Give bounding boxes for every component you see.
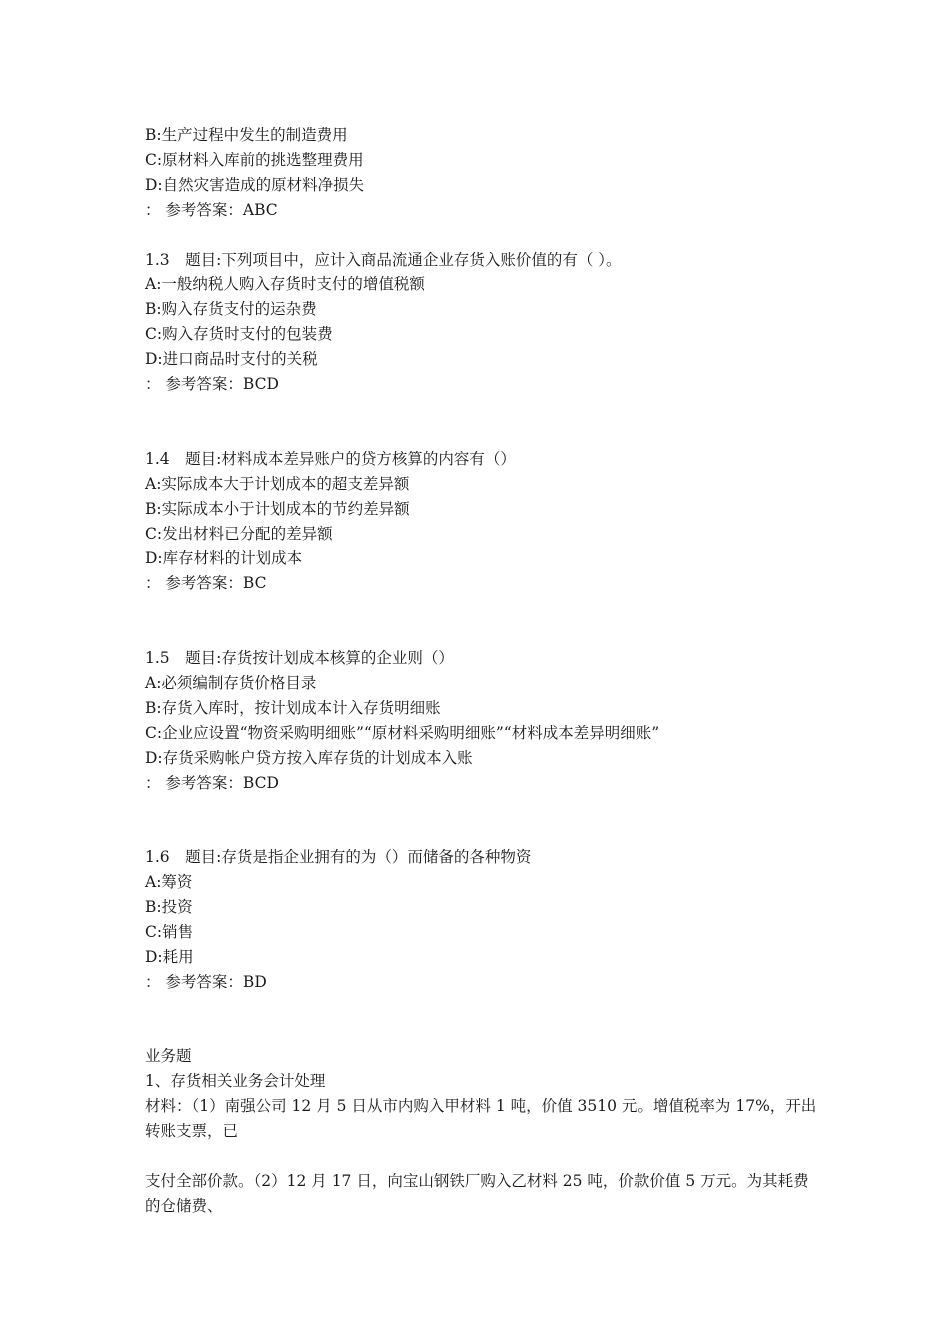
option-b: B:存货入库时，按计划成本计入存货明细账 — [145, 699, 441, 717]
question-1-4: 1.4 题目:材料成本差异账户的贷方核算的内容有（） — [145, 450, 516, 468]
answer-line: ： 参考答案：ABC — [145, 201, 278, 219]
option-c: C:购入存货时支付的包装费 — [145, 325, 333, 343]
option-c: C:原材料入库前的挑选整理费用 — [145, 151, 364, 169]
option-b: B:实际成本小于计划成本的节约差异额 — [145, 500, 410, 518]
option-b: B:生产过程中发生的制造费用 — [145, 126, 348, 144]
option-a: A:实际成本大于计划成本的超支差异额 — [145, 475, 410, 493]
section-heading: 业务题 — [145, 1047, 192, 1065]
option-b: B:投资 — [145, 898, 193, 916]
answer-line: ： 参考答案：BD — [145, 973, 267, 991]
option-d: D:自然灾害造成的原材料净损失 — [145, 176, 365, 194]
option-b: B:购入存货支付的运杂费 — [145, 300, 317, 318]
question-1-5: 1.5 题目:存货按计划成本核算的企业则（） — [145, 649, 454, 667]
material-paragraph-line: 支付全部价款。（2）12 月 17 日，向宝山钢铁厂购入乙材料 25 吨，价款价值 5 万元。为其耗费 — [145, 1172, 809, 1190]
option-c: C:企业应设置“物资采购明细账”“原材料采购明细账”“材料成本差异明细账” — [145, 724, 660, 742]
material-paragraph-line: 材料：（1）南强公司 12 月 5 日从市内购入甲材料 1 吨，价值 3510 元。增值税率为 17%，开出 — [145, 1097, 817, 1115]
option-d: D:存货采购帐户贷方按入库存货的计划成本入账 — [145, 749, 473, 767]
option-a: A:筹资 — [145, 873, 193, 891]
question-1-3: 1.3 题目:下列项目中，应计入商品流通企业存货入账价值的有（ ）。 — [145, 251, 622, 269]
question-1-6: 1.6 题目:存货是指企业拥有的为（）而储备的各种物资 — [145, 848, 532, 866]
task-title: 1、存货相关业务会计处理 — [145, 1072, 326, 1090]
material-paragraph-line: 转账支票，已 — [145, 1122, 239, 1140]
option-d: D:库存材料的计划成本 — [145, 549, 303, 567]
answer-line: ： 参考答案：BCD — [145, 774, 279, 792]
answer-line: ： 参考答案：BCD — [145, 375, 279, 393]
material-paragraph-line: 的仓储费、 — [145, 1197, 223, 1215]
option-d: D:耗用 — [145, 948, 194, 966]
option-a: A:一般纳税人购入存货时支付的增值税额 — [145, 275, 425, 293]
answer-line: ： 参考答案：BC — [145, 574, 267, 592]
option-c: C:发出材料已分配的差异额 — [145, 525, 333, 543]
option-a: A:必须编制存货价格目录 — [145, 674, 317, 692]
option-c: C:销售 — [145, 923, 194, 941]
option-d: D:进口商品时支付的关税 — [145, 350, 318, 368]
